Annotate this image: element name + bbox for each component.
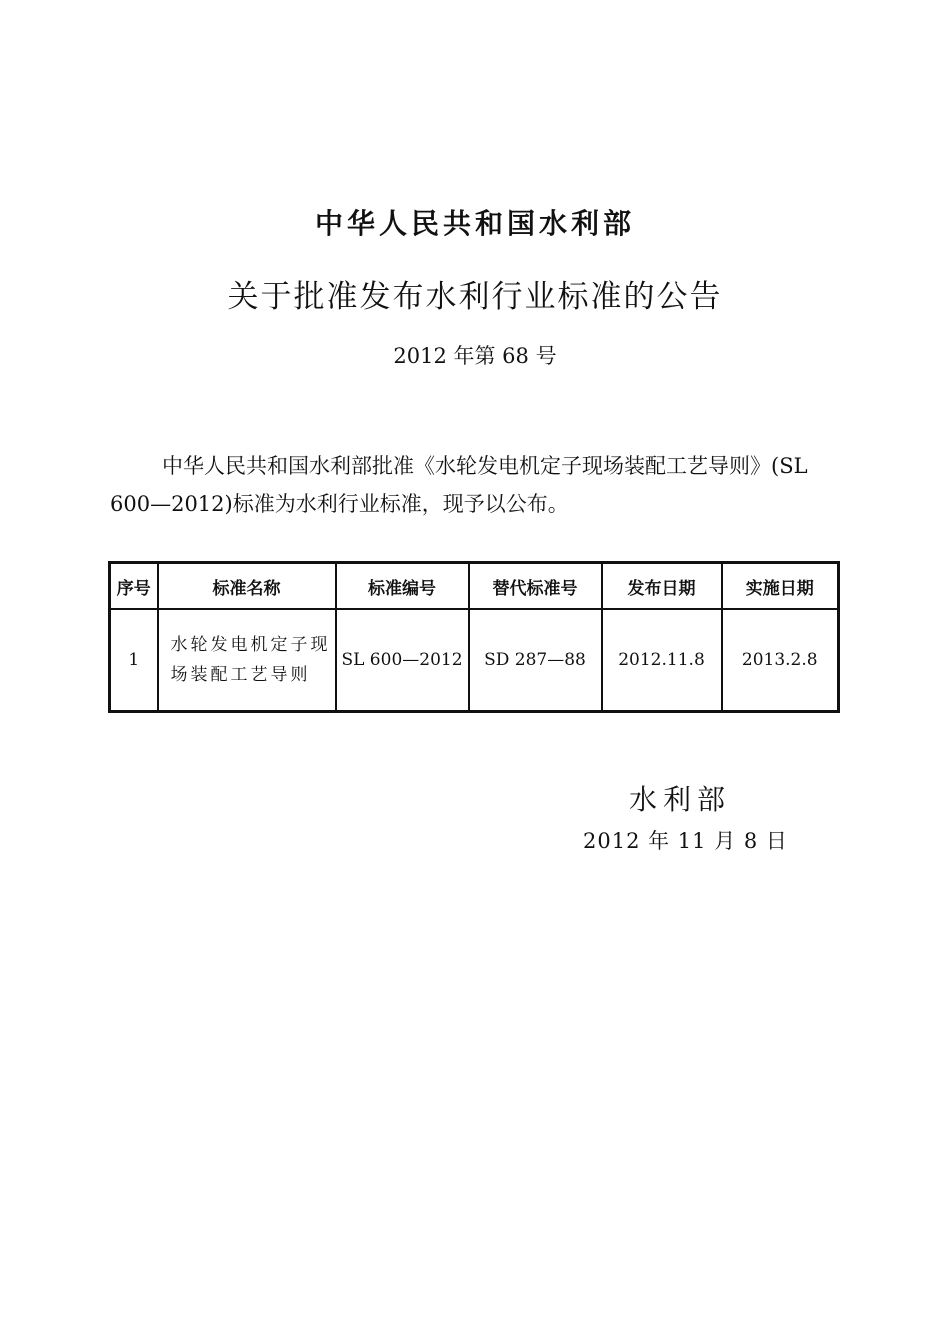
cell-standard-name: 水轮发电机定子现场装配工艺导则 (158, 609, 336, 712)
table-row (110, 609, 839, 712)
header-serial: 序号 (110, 563, 158, 610)
issuer-signature: 水利部 (628, 783, 731, 816)
cell-issue-date: 2012.11.8 (602, 609, 722, 712)
title-line2: 关于批准发布水利行业标准的公告 (227, 279, 723, 315)
document-number: 2012 年第 68 号 (393, 344, 557, 368)
header-replaced-code: 替代标准号 (469, 563, 602, 610)
cell-replaced-code: SD 287—88 (469, 609, 602, 712)
header-standard-code: 标准编号 (336, 563, 469, 610)
header-effective-date: 实施日期 (722, 563, 839, 610)
announcement-paragraph: 中华人民共和国水利部批准《水轮发电机定子现场装配工艺导则》(SL 600—2012)标准为水利行业标准，现予以公布。 (110, 454, 808, 516)
standards-table (108, 561, 840, 713)
cell-standard-code: SL 600—2012 (336, 609, 469, 712)
cell-effective-date: 2013.2.8 (722, 609, 839, 712)
cell-serial: 1 (110, 609, 158, 712)
title-line1: 中华人民共和国水利部 (314, 207, 635, 240)
table-header-row (110, 563, 839, 610)
issue-date: 2012 年 11 月 8 日 (583, 829, 788, 853)
header-issue-date: 发布日期 (602, 563, 722, 610)
header-standard-name: 标准名称 (158, 563, 336, 610)
